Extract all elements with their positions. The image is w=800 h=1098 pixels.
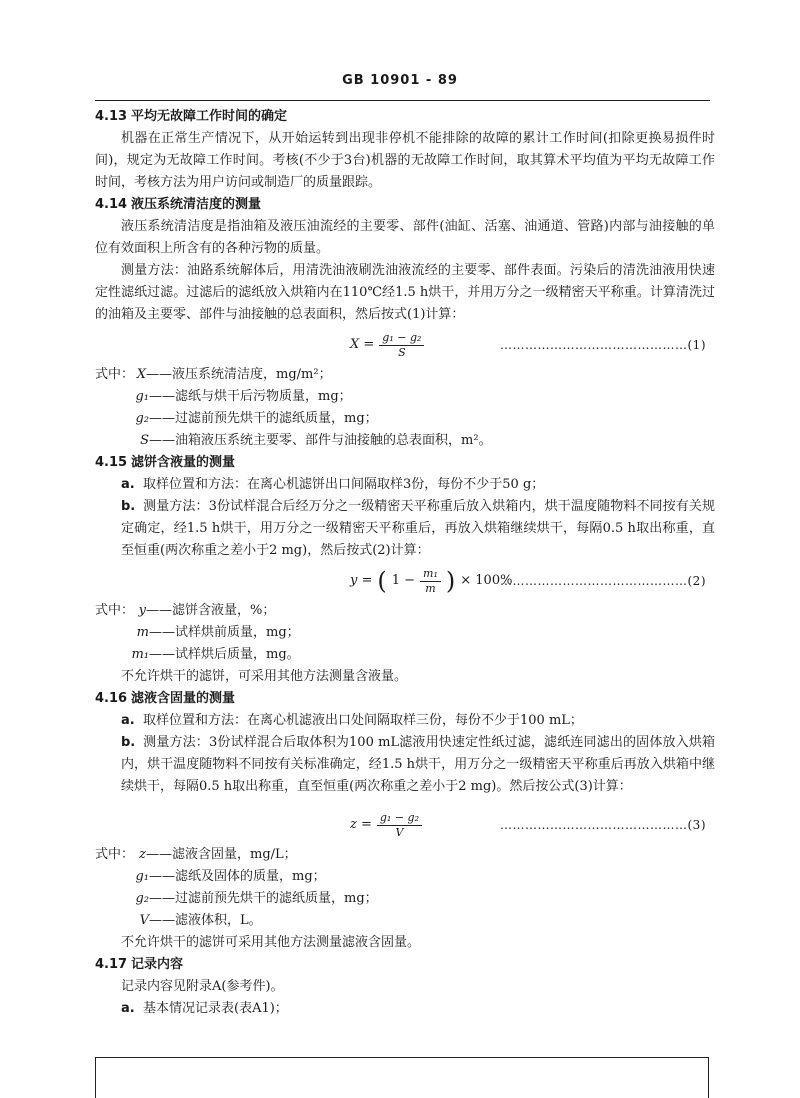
item-text: 基本情况记录表(表A1)； — [143, 1001, 288, 1016]
list-item-a — [95, 710, 715, 732]
where-label: 式中： — [95, 367, 135, 382]
variable-row — [95, 430, 715, 452]
formula-lhs: X = — [350, 337, 375, 352]
variable-description: ——滤纸与烘干后污物质量，mg； — [149, 389, 352, 404]
item-text: 测量方法：3份试样混合后取体积为100 mL滤液用快速定性纸过滤，滤纸连同滤出的固体放入烘箱内，烘干温度随物料不同按有关标准确定，经1.5 h烘干，用万分之一级精密天平称重后再放入烘箱中继续烘干，每隔0.5 h取出称重，直至恒重(两次称重之差小于2 mg)。然后按公式(3)计算： — [121, 735, 715, 794]
section-title: 滤液含固量的测量 — [131, 691, 236, 706]
section-4-16-note: 不允许烘干的滤饼可采用其他方法测量滤液含固量。 — [121, 935, 421, 950]
document-body — [95, 106, 715, 1020]
item-text: 取样位置和方法：在离心机滤液出口处间隔取样三份，每份不少于100 mL； — [143, 713, 583, 728]
formula-fraction — [379, 331, 424, 360]
variable-symbol: S — [140, 433, 149, 448]
variable-description: ——试样烘前质量，mg； — [149, 625, 300, 640]
section-number: 4.16 — [95, 691, 128, 706]
variable-symbol: g₁ — [135, 869, 149, 884]
fraction-numerator: m₁ — [420, 567, 441, 582]
where-label: 式中： — [95, 603, 135, 618]
variable-symbol: m₁ — [131, 647, 149, 662]
item-text: 测量方法：3份试样混合后经万分之一级精密天平称重后放入烘箱内，烘干温度随物料不同按有关规定确定，经1.5 h烘干，用万分之一级精密天平称重后，再放入烘箱继续烘干，每隔0.5 h取出称重，直至恒重(两次称重之差小于2 mg)，然后按式(2)计算： — [121, 499, 715, 558]
formula-fraction — [420, 567, 441, 596]
item-label: a. — [121, 477, 135, 492]
section-4-16-heading — [95, 688, 715, 710]
variable-row — [95, 888, 715, 910]
fraction-numerator: g₁ − g₂ — [379, 331, 424, 346]
variable-symbol: y — [138, 603, 147, 618]
variable-description: ——油箱液压系统主要零、部件与油接触的总表面积，m²。 — [149, 433, 492, 448]
section-4-17-heading — [95, 954, 715, 976]
variable-row — [95, 600, 715, 622]
formula-1-variables — [95, 364, 715, 452]
formula-3-variables — [95, 844, 715, 932]
item-label: b. — [121, 735, 136, 750]
section-title: 平均无故障工作时间的确定 — [131, 109, 288, 124]
formula-2 — [95, 564, 715, 598]
section-title: 记录内容 — [131, 957, 184, 972]
list-item-b — [95, 732, 715, 798]
variable-description: ——过滤前预先烘干的滤纸质量，mg； — [149, 891, 378, 906]
fraction-numerator: g₁ − g₂ — [377, 811, 422, 826]
fraction-denominator: V — [395, 825, 404, 839]
header-rule — [95, 100, 710, 101]
section-4-17-paragraph: 记录内容见附录A(参考件)。 — [121, 979, 284, 994]
section-number: 4.17 — [95, 957, 128, 972]
variable-row — [95, 910, 715, 932]
variable-row — [95, 386, 715, 408]
section-title: 滤饼含液量的测量 — [131, 455, 236, 470]
variable-symbol: g₂ — [135, 411, 149, 426]
variable-description: ——滤液含固量，mg/L； — [146, 847, 297, 862]
list-item-a — [95, 998, 715, 1020]
variable-row — [95, 364, 715, 386]
item-label: a. — [121, 713, 135, 728]
variable-description: ——试样烘后质量，mg。 — [149, 647, 300, 662]
variable-description: ——滤液体积，L。 — [149, 913, 262, 928]
variable-row — [95, 866, 715, 888]
section-4-14-method: 测量方法：油路系统解体后，用清洗油液刷洗油液流经的主要零、部件表面。污染后的清洗油液用快速定性滤纸过滤。过滤后的滤纸放入烘箱内在110℃经1.5 h烘干，并用万分之一级精密天平称重。计算清洗过的油箱及主要零、部件与油接触的总表面积，然后按式(1)计算： — [95, 263, 715, 322]
formula-2-variables — [95, 600, 715, 666]
formula-fraction — [377, 811, 422, 840]
variable-row — [95, 844, 715, 866]
variable-symbol: m — [136, 625, 149, 640]
section-4-15-heading — [95, 452, 715, 474]
item-label: b. — [121, 499, 136, 514]
section-4-14-definition: 液压系统清洁度是指油箱及液压油流经的主要零、部件(油缸、活塞、油通道、管路)内部与油接触的单位有效面积上所含有的各种污物的质量。 — [95, 219, 715, 256]
variable-description: ——滤纸及固体的质量，mg； — [149, 869, 326, 884]
variable-symbol: V — [139, 913, 149, 928]
list-item-a — [95, 474, 715, 496]
variable-description: ——滤饼含液量，%； — [146, 603, 276, 618]
section-number: 4.15 — [95, 455, 128, 470]
variable-symbol: z — [139, 847, 147, 862]
formula-one-minus: 1 − — [391, 573, 416, 588]
variable-row — [95, 622, 715, 644]
variable-symbol: g₁ — [135, 389, 149, 404]
variable-symbol: X — [136, 367, 147, 382]
section-4-13-heading — [95, 106, 715, 128]
item-text: 取样位置和方法：在离心机滤饼出口间隔取样3份，每份不少于50 g； — [143, 477, 545, 492]
formula-1 — [95, 328, 715, 362]
section-4-14-heading — [95, 194, 715, 216]
formula-3 — [95, 808, 715, 842]
variable-symbol: g₂ — [135, 891, 149, 906]
section-4-15-note: 不允许烘干的滤饼，可采用其他方法测量含液量。 — [121, 669, 408, 684]
variable-row — [95, 644, 715, 666]
section-number: 4.13 — [95, 109, 128, 124]
section-4-13-paragraph: 机器在正常生产情况下，从开始运转到出现非停机不能排除的故障的累计工作时间(扣除更换易损件时间)，规定为无故障工作时间。考核(不少于3台)机器的无故障工作时间，取其算术平均值为平均无故障工作时间，考核方法为用户访问或制造厂的质量跟踪。 — [95, 131, 715, 190]
right-paren: ) — [445, 567, 456, 595]
standard-code-header: GB 10901 - 89 — [342, 73, 458, 88]
fraction-denominator: S — [398, 345, 406, 359]
variable-description: ——过滤前预先烘干的滤纸质量，mg； — [149, 411, 378, 426]
section-number: 4.14 — [95, 197, 128, 212]
formula-number: ………………………………………(1) — [500, 338, 706, 352]
item-label: a. — [121, 1001, 135, 1016]
fraction-denominator: m — [425, 581, 436, 595]
page-footer-frame — [95, 1057, 709, 1098]
formula-number: ………………………………………(3) — [500, 818, 706, 832]
variable-description: ——液压系统清洁度，mg/m²； — [146, 367, 332, 382]
formula-lhs: z = — [350, 817, 372, 832]
variable-row — [95, 408, 715, 430]
list-item-b — [95, 496, 715, 562]
formula-lhs: y = — [350, 573, 373, 588]
formula-number: ………………………………………(2) — [500, 574, 706, 588]
section-title: 液压系统清洁度的测量 — [131, 197, 262, 212]
formula-tail: × 100% — [460, 573, 513, 588]
left-paren: ( — [377, 567, 387, 595]
where-label: 式中： — [95, 847, 135, 862]
